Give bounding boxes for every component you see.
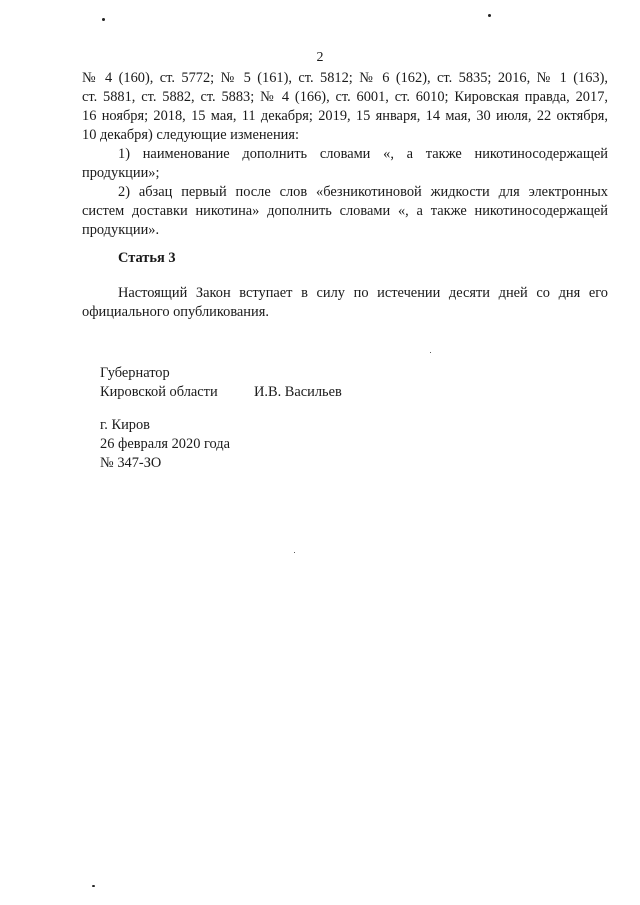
text-line: ст. 5881, ст. 5882, ст. 5883; № 4 (166), ст. 6001, ст. 6010; Кировская правда, 2017, bbox=[82, 89, 608, 105]
list-item-2-line: систем доставки никотина» дополнить словами «, а также никотиносодержащей bbox=[82, 203, 608, 219]
list-item-2-line: 2) абзац первый после слов «безникотиновой жидкости для электронных bbox=[118, 184, 608, 200]
city: г. Киров bbox=[100, 417, 150, 433]
signatory-name: И.В. Васильев bbox=[254, 384, 342, 400]
law-number: № 347-ЗО bbox=[100, 455, 162, 471]
list-item-1-line: 1) наименование дополнить словами «, а также никотиносодержащей bbox=[118, 146, 608, 162]
text-line: 10 декабря) следующие изменения: bbox=[82, 127, 299, 143]
signatory-region: Кировской области bbox=[100, 384, 218, 400]
place-date-block bbox=[100, 416, 230, 473]
page-number: 2 bbox=[316, 50, 324, 65]
scan-speck bbox=[294, 552, 295, 553]
scan-speck bbox=[488, 14, 491, 17]
amendments-text bbox=[82, 69, 608, 240]
article-text bbox=[82, 284, 608, 322]
date: 26 февраля 2020 года bbox=[100, 436, 231, 452]
list-item-2-line: продукции». bbox=[82, 222, 160, 238]
scan-speck bbox=[92, 885, 95, 887]
signature-block bbox=[100, 364, 342, 402]
article-heading: Статья 3 bbox=[118, 250, 176, 266]
text-line: официального опубликования. bbox=[82, 304, 269, 320]
scan-speck bbox=[430, 352, 431, 353]
text-line: 16 ноября; 2018, 15 мая, 11 декабря; 2019, 15 января, 14 мая, 30 июля, 22 октября, bbox=[82, 108, 608, 124]
list-item-1-line: продукции»; bbox=[82, 165, 160, 181]
scan-speck bbox=[102, 18, 105, 21]
signatory-title: Губернатор bbox=[100, 365, 170, 381]
text-line: Настоящий Закон вступает в силу по истечении десяти дней со дня его bbox=[118, 285, 608, 301]
text-line: № 4 (160), ст. 5772; № 5 (161), ст. 5812; № 6 (162), ст. 5835; 2016, № 1 (163), bbox=[82, 70, 608, 86]
